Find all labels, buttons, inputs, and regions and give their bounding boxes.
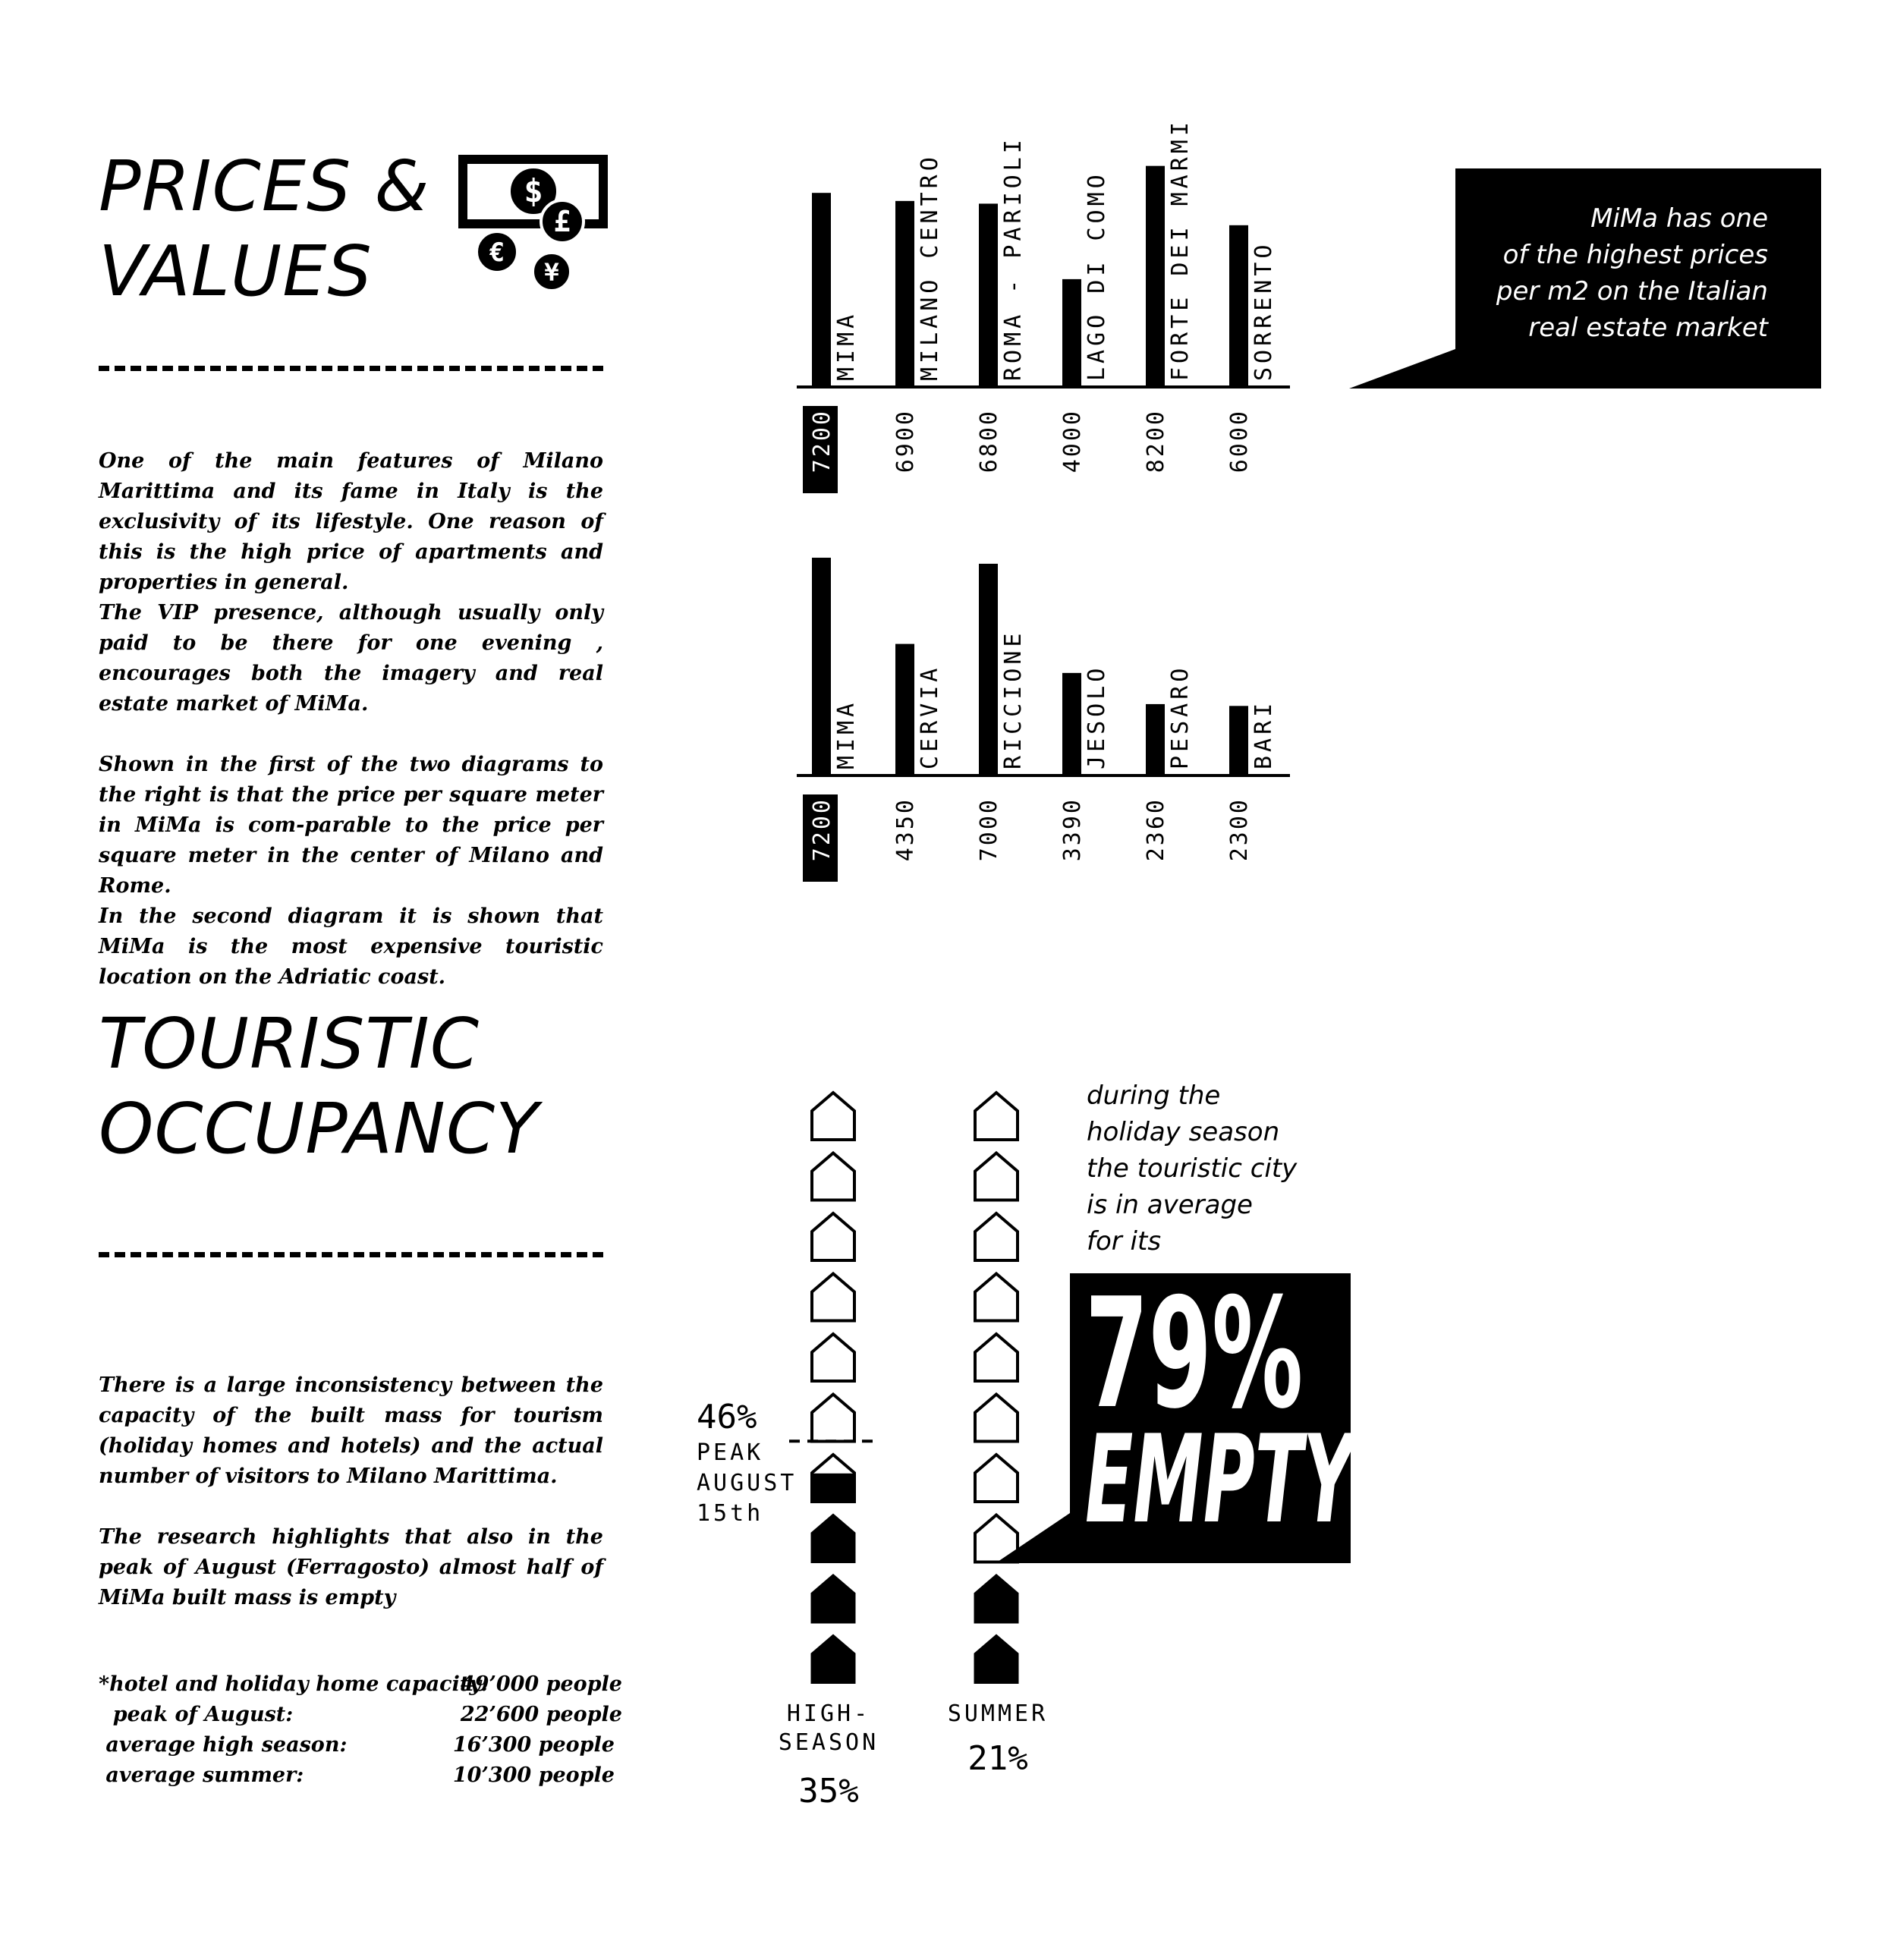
house-icon bbox=[975, 1093, 1018, 1140]
note-label: peak of August: bbox=[99, 1703, 294, 1726]
house-icon bbox=[812, 1515, 854, 1562]
note-label: average high season: bbox=[99, 1733, 348, 1757]
value-label: 4350 bbox=[892, 798, 919, 862]
house-icon bbox=[812, 1213, 854, 1260]
svg-text:¥: ¥ bbox=[544, 258, 559, 287]
chart-bar bbox=[979, 564, 998, 776]
value-label: 8200 bbox=[1143, 409, 1169, 473]
price-chart-italy bbox=[797, 99, 1298, 524]
house-icon bbox=[812, 1636, 854, 1683]
house-icon bbox=[812, 1274, 854, 1321]
category-label: PESARO bbox=[1167, 664, 1194, 769]
value-label: 4000 bbox=[1059, 409, 1086, 473]
chart-bar bbox=[895, 201, 914, 387]
occupancy-title: TOURISTIC OCCUPANCY bbox=[99, 1003, 540, 1169]
svg-text:£: £ bbox=[553, 205, 571, 238]
price-chart-adriatic bbox=[797, 539, 1298, 903]
column-label-summer: SUMMER bbox=[947, 1700, 1049, 1727]
category-label: MIMA bbox=[833, 699, 860, 769]
column-percent-summer: 21% bbox=[967, 1739, 1028, 1778]
peak-label: PEAK AUGUST 15th bbox=[697, 1439, 797, 1527]
value-label: 3390 bbox=[1059, 798, 1086, 862]
prices-callout-text: MiMa has one of the highest prices per m2 on the Italian real estate market bbox=[1496, 203, 1768, 343]
value-label: 2360 bbox=[1143, 798, 1169, 862]
note-label: *hotel and holiday home capacity: bbox=[99, 1672, 489, 1696]
house-icon bbox=[812, 1395, 854, 1442]
chart-bar bbox=[812, 558, 831, 776]
house-icon bbox=[975, 1153, 1018, 1200]
column-percent-high-season: 35% bbox=[798, 1772, 859, 1811]
svg-text:$: $ bbox=[524, 172, 543, 209]
occupancy-body: There is a large inconsistency between the capacity of the built mass for tourism (holiday homes and hotels) and the actual number of visitors to Milano Marittima. The research highlights that also in the peak of August (Ferragosto) almost half of MiMa built mass is empty bbox=[99, 1373, 603, 1609]
category-label: JESOLO bbox=[1084, 664, 1110, 769]
chart-bar bbox=[1229, 225, 1248, 387]
currency-banknote-icon bbox=[455, 152, 615, 296]
note-row bbox=[99, 1669, 622, 1700]
chart-bar bbox=[1146, 166, 1165, 387]
big-percent: 79% bbox=[1085, 1266, 1304, 1442]
category-label: MIMA bbox=[833, 310, 860, 381]
category-label: SORRENTO bbox=[1251, 241, 1277, 381]
value-label: 6800 bbox=[976, 409, 1002, 473]
chart-bar bbox=[979, 203, 998, 387]
house-icon bbox=[812, 1575, 854, 1622]
value-label: 7200 bbox=[809, 409, 835, 473]
note-label: average summer: bbox=[99, 1763, 304, 1787]
house-icon bbox=[975, 1213, 1018, 1260]
house-icon bbox=[975, 1636, 1018, 1683]
house-icon bbox=[975, 1575, 1018, 1622]
note-value: 10’300 people bbox=[452, 1763, 615, 1787]
category-label: CERVIA bbox=[917, 664, 943, 769]
chart-bar bbox=[1229, 706, 1248, 776]
chart-bar bbox=[1062, 279, 1081, 387]
note-row bbox=[99, 1760, 622, 1791]
prices-callout bbox=[1349, 168, 1821, 389]
big-empty-word: EMPTY bbox=[1085, 1408, 1354, 1550]
house-icon bbox=[812, 1153, 854, 1200]
category-label: FORTE DEI MARMI bbox=[1167, 118, 1194, 381]
chart-bar bbox=[895, 644, 914, 776]
category-label: RICCIONE bbox=[1000, 629, 1027, 769]
prices-body: One of the main features of Milano Marittima and its fame in Italy is the exclusivity of its lifestyle. One reason of this is the high price of apartments and properties in general. The VIP presence, although usually only paid to be there for one evening , encourages both the imagery and real estate market of MiMa. Shown in the first of the two diagrams to the right is that the price per square meter in MiMa is com-parable to the price per square meter in the center of Milano and Rome. In the second diagram it is shown that MiMa is the most expensive touristic location on the Adriatic coast. bbox=[99, 449, 603, 989]
category-label: LAGO DI COMO bbox=[1084, 171, 1110, 381]
season-text: during the holiday season the touristic city is in average for its bbox=[1087, 1081, 1298, 1257]
value-label: 2300 bbox=[1226, 798, 1253, 862]
chart-bar bbox=[1062, 673, 1081, 776]
note-row bbox=[99, 1730, 622, 1760]
house-icon bbox=[812, 1334, 854, 1381]
note-value: 16’300 people bbox=[452, 1733, 615, 1757]
category-label: MILANO CENTRO bbox=[917, 153, 943, 381]
category-label: BARI bbox=[1251, 699, 1277, 769]
value-label: 7200 bbox=[809, 798, 835, 862]
category-label: ROMA - PARIOLI bbox=[1000, 136, 1027, 381]
house-icon bbox=[812, 1093, 854, 1140]
prices-title: PRICES & VALUES bbox=[99, 146, 430, 312]
chart-bar bbox=[1146, 704, 1165, 776]
value-label: 7000 bbox=[976, 798, 1002, 862]
section-divider bbox=[99, 1252, 603, 1257]
capacity-notes bbox=[99, 1669, 622, 1791]
peak-percent: 46% bbox=[697, 1398, 757, 1436]
note-row bbox=[99, 1700, 622, 1730]
value-label: 6900 bbox=[892, 409, 919, 473]
note-value: 22’600 people bbox=[460, 1703, 622, 1726]
column-label-high-season: HIGH- SEASON bbox=[778, 1700, 879, 1756]
svg-text:€: € bbox=[489, 238, 505, 268]
chart-bar bbox=[812, 193, 831, 387]
value-label: 6000 bbox=[1226, 409, 1253, 473]
section-divider bbox=[99, 366, 603, 371]
note-value: 49’000 people bbox=[460, 1672, 622, 1696]
